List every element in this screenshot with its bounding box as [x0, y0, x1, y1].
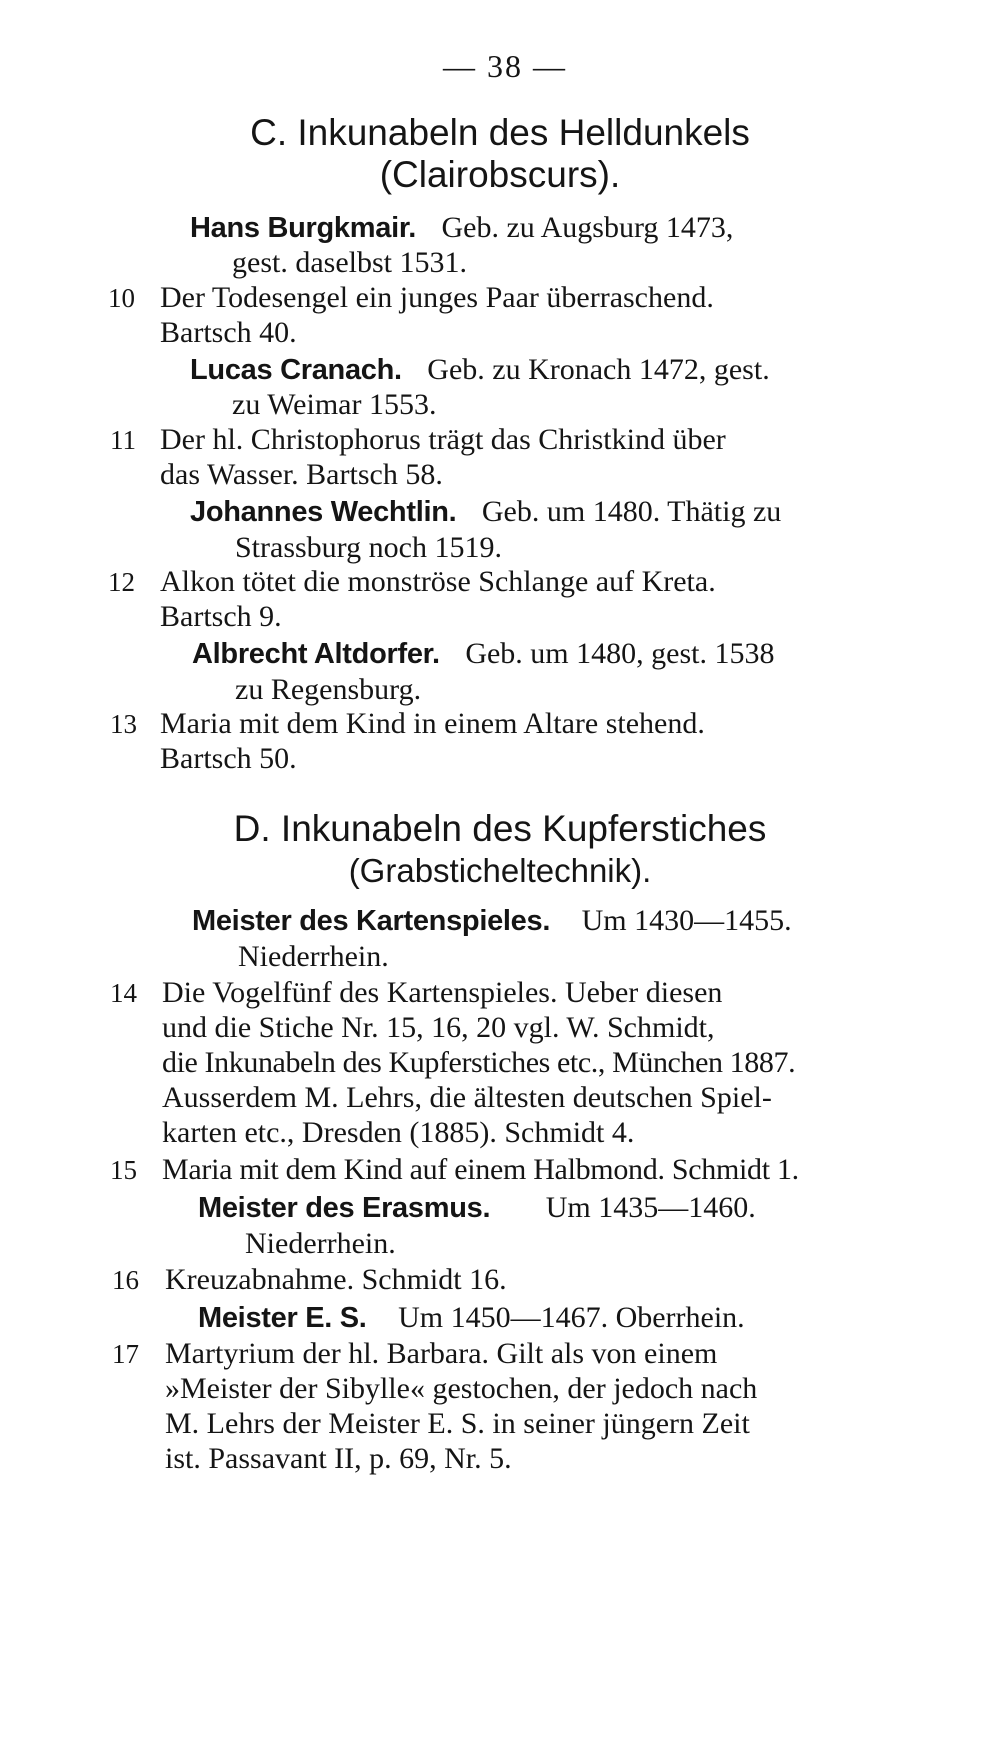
artist-entry [190, 355, 770, 385]
item-text: Bartsch 40. [160, 316, 297, 349]
artist-dates-cont: gest. daselbst 1531. [232, 246, 467, 279]
artist-dates-cont: zu Regensburg. [235, 673, 422, 706]
item-text: Der Todesengel ein junges Paar überraschend. [160, 281, 714, 314]
artist-dates-cont: Niederrhein. [238, 940, 389, 973]
item-number: 13 [110, 709, 137, 739]
item-text: und die Stiche Nr. 15, 16, 20 vgl. W. Schmidt, [162, 1011, 715, 1044]
artist-entry [190, 497, 781, 527]
item-text: Bartsch 50. [160, 742, 297, 775]
artist-entry [198, 1303, 745, 1333]
artist-dates-cont: zu Weimar 1553. [232, 388, 437, 421]
item-text: die Inkunabeln des Kupferstiches etc., München 1887. [162, 1046, 796, 1079]
section-c-title: C. Inkunabeln des Helldunkels [250, 112, 750, 153]
item-text: Ausserdem M. Lehrs, die ältesten deutschen Spiel- [162, 1081, 772, 1114]
item-number: 17 [112, 1339, 139, 1369]
artist-name: Lucas Cranach. [190, 354, 402, 386]
artist-dates: Geb. um 1480, gest. 1538 [465, 637, 775, 670]
item-text: das Wasser. Bartsch 58. [160, 458, 443, 491]
item-text: Martyrium der hl. Barbara. Gilt als von einem [165, 1337, 718, 1370]
artist-entry [192, 639, 774, 669]
section-d-title: D. Inkunabeln des Kupferstiches [233, 808, 767, 849]
artist-name: Meister des Kartenspieles. [192, 905, 551, 937]
artist-dates: Um 1430—1455. [581, 904, 792, 937]
page-number: — 38 — [443, 48, 567, 84]
item-number: 15 [110, 1155, 137, 1185]
item-number: 11 [110, 425, 136, 455]
item-text: ist. Passavant II, p. 69, Nr. 5. [165, 1442, 512, 1475]
artist-name: Johannes Wechtlin. [190, 496, 457, 528]
section-d-subtitle: (Grabsticheltechnik). [348, 852, 652, 889]
item-number: 12 [108, 567, 135, 597]
artist-entry [192, 906, 792, 936]
artist-dates: Um 1450—1467. Oberrhein. [398, 1301, 745, 1334]
item-text: karten etc., Dresden (1885). Schmidt 4. [162, 1116, 635, 1149]
item-number: 14 [110, 978, 137, 1008]
item-text: Bartsch 9. [160, 600, 282, 633]
item-text: Die Vogelfünf des Kartenspieles. Ueber diesen [162, 976, 723, 1009]
artist-dates-cont: Niederrhein. [245, 1227, 396, 1260]
artist-name: Albrecht Altdorfer. [192, 638, 440, 670]
artist-dates: Geb. um 1480. Thätig zu [481, 495, 782, 528]
artist-dates: Geb. zu Kronach 1472, gest. [427, 353, 770, 386]
item-text: Alkon tötet die monströse Schlange auf Kreta. [160, 565, 716, 598]
artist-dates-cont: Strassburg noch 1519. [235, 531, 502, 564]
item-text: Der hl. Christophorus trägt das Christkind über [160, 423, 726, 456]
artist-name: Meister E. S. [198, 1302, 367, 1334]
item-number: 10 [108, 283, 135, 313]
artist-entry [198, 1193, 756, 1223]
item-text: Kreuzabnahme. Schmidt 16. [165, 1263, 507, 1296]
artist-dates: Geb. zu Augsburg 1473, [441, 211, 734, 244]
item-text: Maria mit dem Kind auf einem Halbmond. Schmidt 1. [162, 1153, 799, 1186]
artist-name: Meister des Erasmus. [198, 1192, 491, 1224]
item-text: M. Lehrs der Meister E. S. in seiner jüngern Zeit [165, 1407, 750, 1440]
section-c-subtitle: (Clairobscurs). [379, 154, 621, 195]
item-text: »Meister der Sibylle« gestochen, der jedoch nach [165, 1372, 758, 1405]
artist-name: Hans Burgkmair. [190, 212, 416, 244]
item-text: Maria mit dem Kind in einem Altare stehend. [160, 707, 705, 740]
artist-entry [190, 213, 733, 243]
artist-dates: Um 1435—1460. [545, 1191, 756, 1224]
item-number: 16 [112, 1265, 139, 1295]
